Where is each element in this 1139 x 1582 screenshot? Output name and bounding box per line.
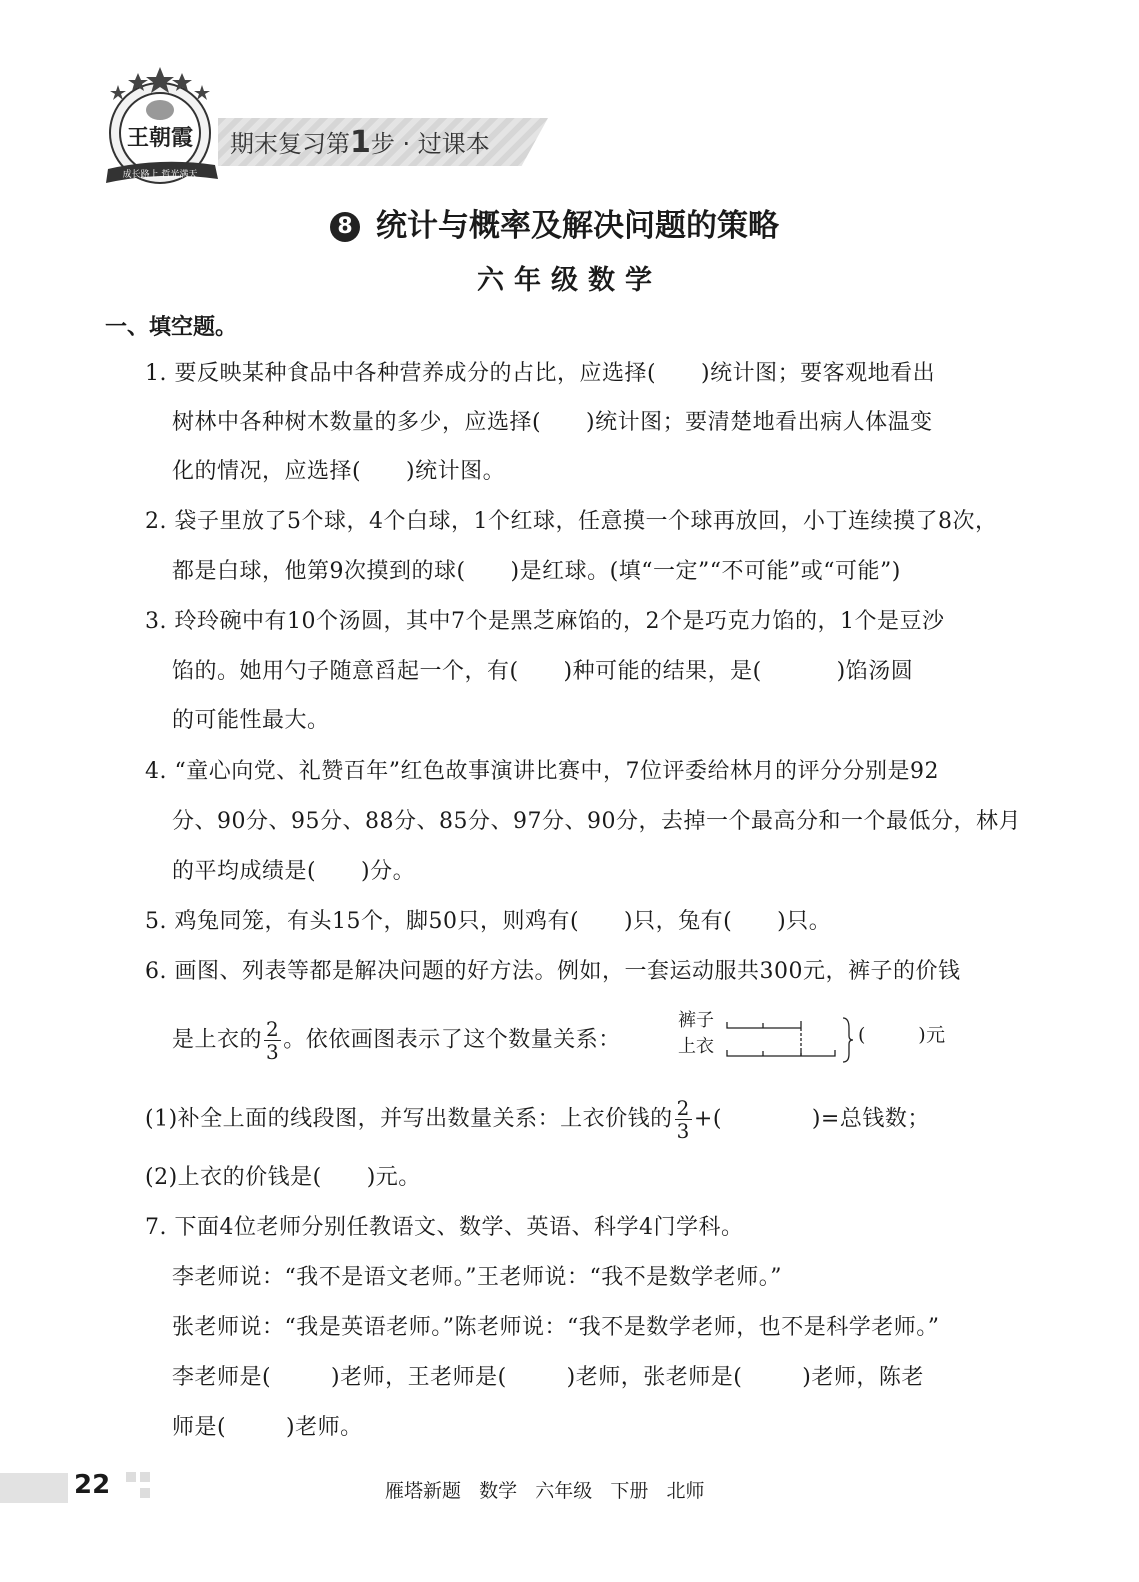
page-number: 22 [74,1470,111,1500]
q6-post: 。依依画图表示了这个数量关系： [283,1027,621,1053]
question-line: 7. 下面4位老师分别任教语文、数学、英语、科学4门学科。 [145,1215,744,1240]
subtitle: 六年级数学 [477,265,662,296]
question-line: 都是白球，他第9次摸到的球( )是红球。(填“一定”“不可能”或“可能”) [172,559,901,584]
question-line: 6. 画图、列表等都是解决问题的好方法。例如，一套运动服共300元，裤子的价钱 [145,959,961,984]
q6-sub2: (2)上衣的价钱是( )元。 [145,1165,421,1190]
question-line: 3. 玲玲碗中有10个汤圆，其中7个是黑芝麻馅的，2个是巧克力馅的，1个是豆沙 [145,609,945,634]
chapter-number-badge: 8 [330,212,360,242]
banner-post: 步 · 过课本 [370,130,490,158]
question-line: 5. 鸡兔同笼，有头15个，脚50只，则鸡有( )只，兔有( )只。 [145,909,832,934]
fraction-denominator: 3 [676,1119,690,1143]
brand-logo [100,65,225,185]
question-line: 1. 要反映某种食品中各种营养成分的占比，应选择( )统计图；要客观地看出 [145,361,936,386]
sub1-post: +( )=总钱数； [693,1106,930,1132]
q6-line2 [172,1018,621,1063]
fraction-denominator: 3 [266,1040,280,1064]
svg-text:成长路上 哲光满天: 成长路上 哲光满天 [122,170,198,180]
svg-text:王朝霞: 王朝霞 [126,125,194,151]
question-line: 李老师是( )老师，王老师是( )老师，张老师是( )老师，陈老 [172,1365,924,1390]
q6-pre: 是上衣的 [172,1027,263,1053]
line-segment-diagram [725,1008,855,1064]
question-line: 树林中各种树木数量的多少，应选择( )统计图；要清楚地看出病人体温变 [172,410,933,435]
banner-pre: 期末复习第 [230,130,350,158]
question-line: 的平均成绩是( )分。 [172,859,416,884]
banner-step-number: 1 [350,125,371,160]
question-line: 师是( )老师。 [172,1415,363,1440]
page-title [330,200,779,245]
label-coat: 上衣 [678,1036,714,1057]
label-pants: 裤子 [678,1010,714,1031]
title-text: 统计与概率及解决问题的策略 [376,208,779,244]
banner-text [230,124,490,160]
question-line: 分、90分、95分、88分、85分、97分、90分，去掉一个最高分和一个最低分，林月 [172,809,1021,834]
fraction-numerator: 2 [676,1096,690,1120]
segment-labels [678,1008,714,1060]
q6-answer-blank: ( )元 [858,1024,946,1046]
footer-bar [0,1473,68,1503]
question-line: 张老师说：“我是英语老师。”陈老师说：“我不是数学老师，也不是科学老师。” [172,1315,940,1340]
question-line: 馅的。她用勺子随意舀起一个，有( )种可能的结果，是( )馅汤圆 [172,659,914,684]
fraction-numerator: 2 [266,1017,280,1041]
q6-sub1 [145,1097,930,1142]
fraction [675,1097,692,1142]
question-line: 化的情况，应选择( )统计图。 [172,459,506,484]
question-line: 的可能性最大。 [172,708,330,733]
question-line: 2. 袋子里放了5个球，4个白球，1个红球，任意摸一个球再放回，小丁连续摸了8次， [145,509,998,534]
footer-text: 雁塔新题 数学 六年级 下册 北师 [385,1480,705,1502]
fraction [264,1018,281,1063]
sub1-pre: (1)补全上面的线段图，并写出数量关系：上衣价钱的 [145,1106,673,1132]
question-line: 4. “童心向党、礼赞百年”红色故事演讲比赛中，7位评委给林月的评分分别是92 [145,759,939,784]
question-line: 李老师说：“我不是语文老师。”王老师说：“我不是数学老师。” [172,1265,782,1290]
section-heading: 一、填空题。 [105,315,238,340]
